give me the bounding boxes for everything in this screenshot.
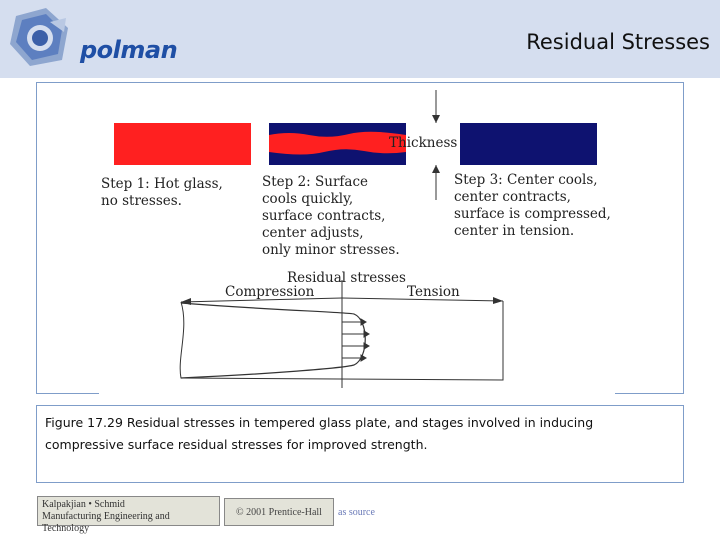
copyright-badge: © 2001 Prentice-Hall	[224, 498, 334, 526]
step1-line1: Step 1: Hot glass,	[101, 176, 223, 192]
logo-text: polman	[80, 36, 178, 64]
step2-line5: only minor stresses.	[262, 242, 400, 258]
caption-line2: compressive surface residual stresses for improved strength.	[45, 437, 428, 452]
stress-profile	[181, 303, 365, 378]
step2-line3: surface contracts,	[262, 208, 386, 224]
credit-book-title: Manufacturing Engineering and Technology	[42, 511, 170, 534]
step3-plate	[460, 123, 597, 165]
slide-header	[0, 0, 720, 78]
polman-logo	[6, 6, 178, 70]
step1-line2: no stresses.	[101, 193, 182, 209]
caption-line1: Figure 17.29 Residual stresses in tempered glass plate, and stages involved in inducing	[45, 415, 594, 430]
step3-line4: center in tension.	[454, 223, 575, 239]
tension-label: Tension	[407, 284, 460, 300]
thickness-label: Thickness	[389, 135, 458, 151]
step2-line2: cools quickly,	[262, 191, 354, 207]
step3-line3: surface is compressed,	[454, 206, 611, 222]
credit-authors: Kalpakjian • Schmid	[42, 499, 125, 510]
figure-diagram	[99, 88, 615, 394]
residual-stresses-label: Residual stresses	[287, 270, 406, 286]
source-note: as source	[338, 507, 375, 518]
page-title: Residual Stresses	[526, 30, 710, 54]
polman-logo-icon	[6, 6, 76, 70]
figure-caption	[36, 405, 684, 483]
step3-line1: Step 3: Center cools,	[454, 172, 598, 188]
step1-plate	[114, 123, 251, 165]
step3-line2: center contracts,	[454, 189, 571, 205]
book-credit	[37, 496, 220, 534]
step2-line1: Step 2: Surface	[262, 174, 369, 190]
compression-label: Compression	[225, 284, 315, 300]
step2-line4: center adjusts,	[262, 225, 364, 241]
tempered-glass-figure	[99, 88, 615, 394]
